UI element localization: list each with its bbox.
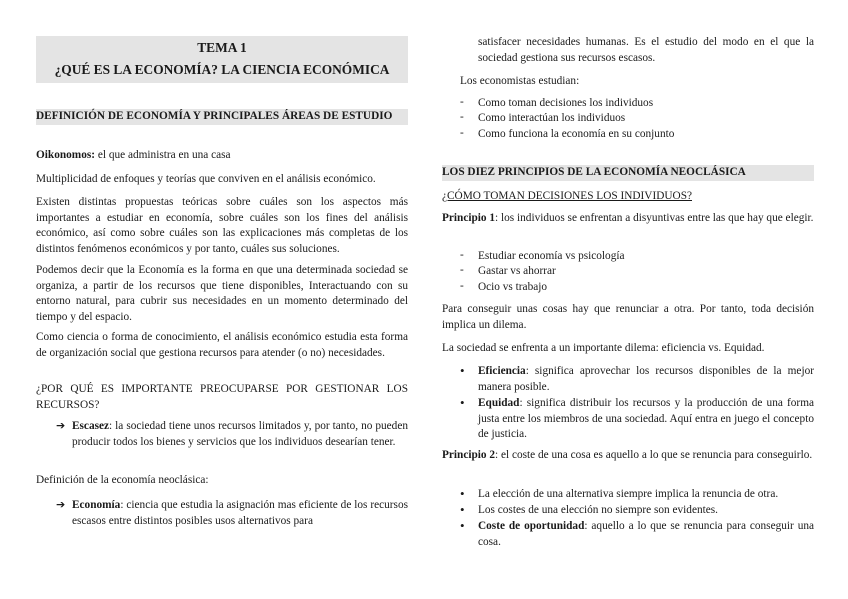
eficiencia-term: Eficiencia (478, 365, 526, 377)
paragraph-sociedad: La sociedad se enfrenta a un importante dilema: eficiencia vs. Equidad. (442, 342, 765, 354)
list-item: Como interactúan los individuos (478, 112, 626, 124)
dash-bullet: - (460, 96, 464, 108)
principio-1 (442, 211, 814, 227)
eficiencia-def: : significa aprovechar los recursos disponibles de la mejor manera posible. (478, 365, 814, 393)
eficiencia-item (478, 364, 814, 395)
principio-2-text: : el coste de una cosa es aquello a lo que se renuncia para conseguirlo. (495, 449, 813, 461)
bullet-dot: • (460, 518, 465, 533)
estudian-intro: Los economistas estudian: (460, 75, 580, 87)
list-item: La elección de una alternativa siempre implica la renuncia de otra. (478, 488, 779, 500)
bullet-dot: • (460, 395, 465, 410)
escasez-item (72, 419, 408, 450)
oikonomos-def: el que administra en una casa (95, 149, 231, 161)
paragraph-para-conseguir: Para conseguir unas cosas hay que renunciar a otra. Por tanto, toda decisión implica un dilema. (442, 303, 814, 331)
dash-bullet: - (460, 111, 464, 123)
economia-def: : ciencia que estudia la asignación mas eficiente de los recursos escasos entre distintos posibles usos alternativos para (72, 499, 408, 527)
oikonomos-paragraph (36, 148, 408, 164)
paragraph-definicion-neoclasica: Definición de la economía neoclásica: (36, 474, 209, 486)
escasez-term: Escasez (72, 420, 110, 432)
coste-term: Coste de oportunidad (478, 520, 585, 532)
paragraph-por-que: ¿POR QUÉ ES IMPORTANTE PREOCUPARSE POR GESTIONAR LOS RECURSOS? (36, 383, 408, 411)
list-item: Ocio vs trabajo (478, 281, 548, 293)
continuation-text: satisfacer necesidades humanas. Es el estudio del modo en el que la sociedad gestiona sus recursos escasos. (478, 36, 814, 64)
sub-heading-individuos: ¿CÓMO TOMAN DECISIONES LOS INDIVIDUOS? (442, 190, 692, 202)
chapter-title: TEMA 1 (197, 40, 247, 55)
oikonomos-term: Oikonomos: (36, 149, 96, 161)
equidad-def: : significa distribuir los recursos y la producción de una forma justa entre los miembros de una sociedad. Aquí entra en juego el concepto de justicia. (478, 397, 814, 440)
arrow-icon: ➔ (56, 498, 66, 511)
dash-bullet: - (460, 249, 464, 261)
chapter-subtitle: ¿QUÉ ES LA ECONOMÍA? LA CIENCIA ECONÓMICA (54, 62, 390, 77)
paragraph-podemos: Podemos decir que la Economía es la forma en que una determinada sociedad se organiza, a partir de los recursos que tiene disponibles, Interactuando con su entorno natural, para cubrir sus necesidades en un momento determinado del tiempo y del espacio. (36, 264, 408, 323)
dash-bullet: - (460, 280, 464, 292)
arrow-icon: ➔ (56, 419, 66, 432)
paragraph-multiplicidad: Multiplicidad de enfoques y teorías que conviven en el análisis económico. (36, 173, 376, 185)
list-item: Como funciona la economía en su conjunto (478, 128, 675, 140)
list-item: Estudiar economía vs psicología (478, 250, 625, 262)
section-heading-definicion: DEFINICIÓN DE ECONOMÍA Y PRINCIPALES ÁREAS DE ESTUDIO (36, 109, 408, 125)
bullet-dot: • (460, 486, 465, 501)
principio-1-text: : los individuos se enfrentan a disyuntivas entre las que hay que elegir. (495, 212, 814, 224)
list-item: Gastar vs ahorrar (478, 265, 556, 277)
principio-1-label: Principio 1 (442, 212, 496, 224)
coste-item (478, 519, 814, 550)
coste-def: : aquello a lo que se renuncia para conseguir una cosa. (478, 520, 815, 548)
dash-bullet: - (460, 264, 464, 276)
escasez-def: : la sociedad tiene unos recursos limitados y, por tanto, no pueden producir todos los bienes y servicios que los individuos desearían tener. (72, 420, 408, 448)
list-item: Como toman decisiones los individuos (478, 97, 654, 109)
paragraph-existen: Existen distintas propuestas teóricas sobre cuáles son los aspectos más importantes a estudiar en economía, sobre cuáles son los fines del análisis económico, así como sobre cuáles son las explicaciones más completas de los distintos fenómenos económicos y por tanto, cuáles sus soluciones. (36, 196, 408, 255)
dash-bullet: - (460, 127, 464, 139)
bullet-dot: • (460, 502, 465, 517)
bullet-dot: • (460, 363, 465, 378)
equidad-term: Equidad (478, 397, 520, 409)
economia-term: Economía (72, 499, 121, 511)
economia-item (72, 498, 408, 529)
principio-2-label: Principio 2 (442, 449, 496, 461)
paragraph-como-ciencia: Como ciencia o forma de conocimiento, el análisis económico estudia esta forma de organización social que gestiona recursos para atender (o no) necesidades. (36, 331, 408, 359)
equidad-item (478, 396, 814, 443)
list-item: Los costes de una elección no siempre son evidentes. (478, 504, 718, 516)
principio-2 (442, 448, 814, 464)
title-box (36, 36, 408, 83)
principles-heading: LOS DIEZ PRINCIPIOS DE LA ECONOMÍA NEOCLÁSICA (442, 165, 814, 181)
